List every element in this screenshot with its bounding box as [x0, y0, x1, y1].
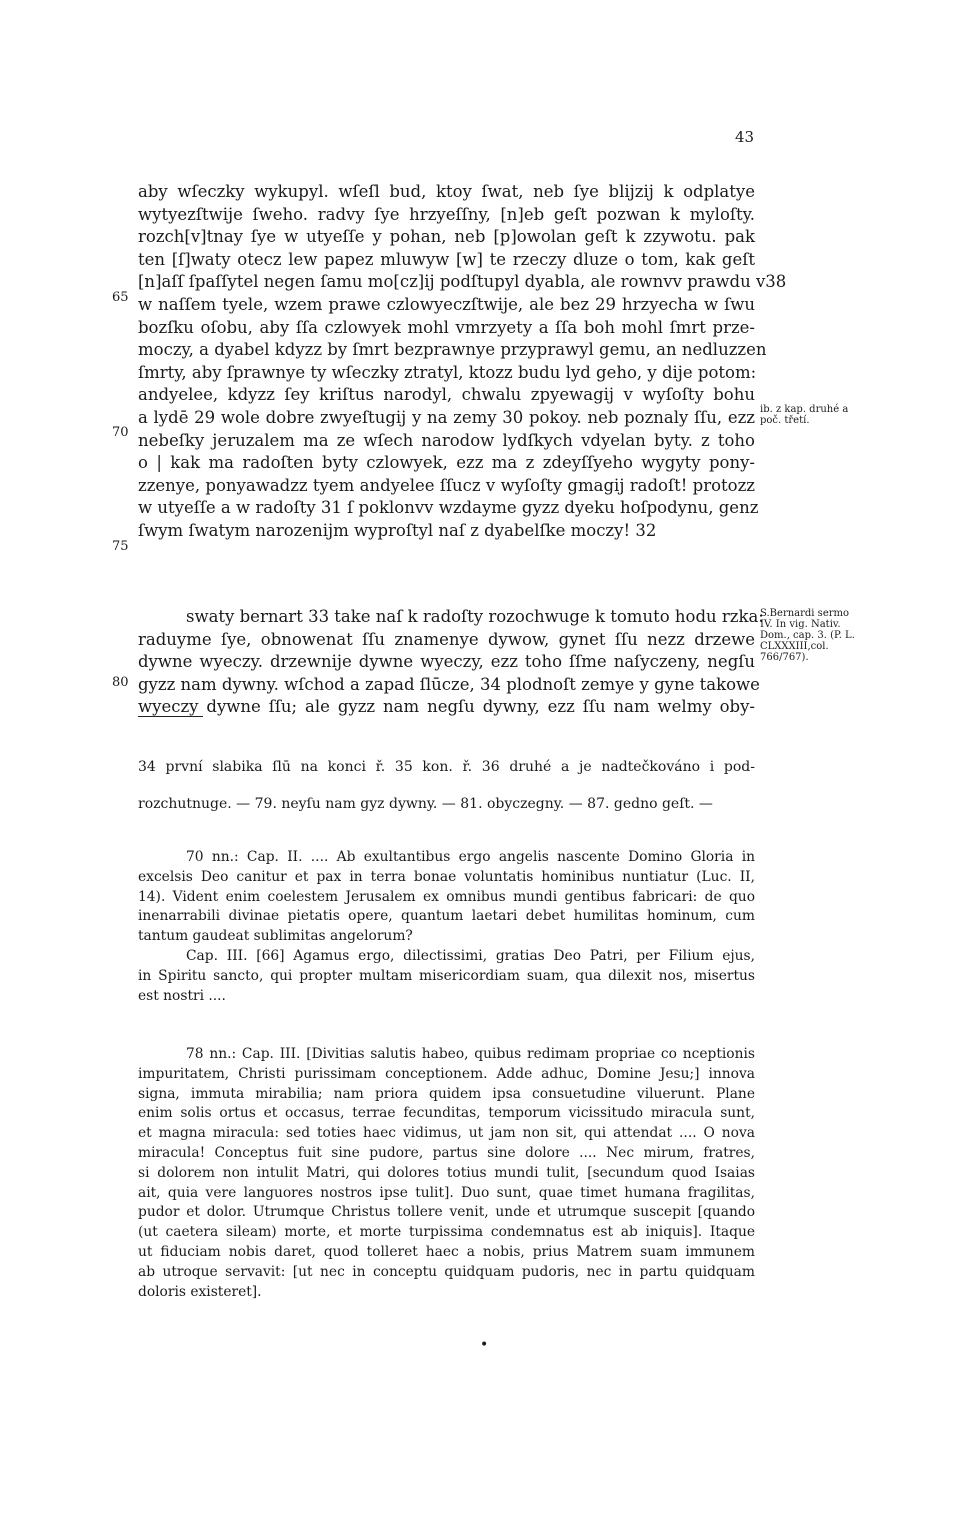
latin-line: 78 nn.: Cap. III. [Divitias salutis habeo, quibus redimam propriae co nceptionis — [186, 1046, 755, 1062]
main-text — [138, 181, 787, 543]
text-line: dywne wyeczy. drzewnije dywne wyeczy, ezz toho ſſme naſyczeny, negſu — [138, 652, 755, 672]
text-line: gyzz nam dywny. wſchod a zapad ſlūcze, 34 plodnoſt zemye y gyne takowe — [138, 674, 760, 694]
latin-block-2 — [138, 1045, 755, 1302]
text-line: zzenye, ponyawadzz tyem andyelee ſſucz v wyſoſty gmagij radoſt! protozz — [138, 475, 755, 495]
text-line: aby wſeczky wykupyl. wſeſl bud, ktoy ſwat, neb ſye blijzij k odplatye — [138, 182, 755, 201]
text-line: nebeſky jeruzalem ma ze wſech narodow lydſkych vdyelan byty. z toho — [138, 430, 755, 450]
line-number: 65 — [112, 290, 129, 305]
footnote-separator — [138, 716, 203, 717]
latin-line: est nostri .... — [138, 987, 226, 1004]
text-line: ten [ſ]waty otecz lew papez mluwyw [w] te rzeczy dluze o tom, kak geſt — [138, 249, 755, 269]
bullet-mark: • — [480, 1337, 489, 1353]
latin-line: doloris existeret]. — [138, 1283, 262, 1300]
latin-line: Cap. III. [66] Agamus ergo, dilectissimi, gratias Deo Patri, per Filium ejus, — [186, 947, 755, 964]
latin-line: excelsis Deo canitur et pax in terra bonae voluntatis hominibus nuntiatur (Luc. II, — [138, 868, 755, 885]
page-number: 43 — [735, 128, 755, 146]
latin-line: 14). Vident enim coelestem Jerusalem ex omnibus mundi gentibus fabricari: de quo — [138, 888, 755, 905]
text-line: wytyezſtwije ſweho. radvy ſye hrzyeſſny, [n]eb geſt pozwan k myloſty. — [138, 204, 755, 224]
latin-line: in Spiritu sancto, qui propter multam misericordiam suam, qua dilexit nos, misertus — [138, 967, 755, 984]
latin-line: ab utroque servavit: [ut nec in conceptu quidquam pudoris, nec in partu quidquam — [138, 1263, 755, 1280]
latin-block-1 — [138, 848, 755, 1006]
latin-line: miracula! Conceptus fuit sine pudore, partus sine dolore .... Nec mirum, fratres, — [138, 1144, 755, 1161]
footnotes — [138, 756, 755, 778]
latin-line: pudor et dolor. Utrumque Christus tollere venit, unde et utrumque suscepit [quando — [138, 1204, 755, 1221]
latin-line: ut fiduciam nobis daret, quod tolleret haec a nobis, prius Matrem suam immunem — [138, 1243, 755, 1260]
text-line: andyelee, kdyzz ſey kriſtus narodyl, chwalu zpyewagij v wyſoſty bohu — [138, 385, 755, 405]
text-line: wyeczy dywne ſſu; ale gyzz nam negſu dywny, ezz ſſu nam welmy oby- — [138, 697, 755, 717]
text-line: w naſſem tyele, wzem prawe czlowyeczſtwije, ale bez 29 hrzyecha w ſwu — [138, 294, 755, 314]
side-note: ib. z kap. druhé a poč. třetí. — [760, 404, 849, 426]
variants-line: rozchutnuge. — 79. neyſu nam gyz dywny. — 81. obyczegny. — 87. gedno geſt. — — [138, 796, 713, 812]
latin-line: signa, immuta mirabilia; nam priora quidem ipsa consuetudine viluerunt. Plane — [138, 1085, 755, 1102]
text-line: o | kak ma radoſten byty czlowyek, ezz ma z zdeyſſyeho wygyty pony- — [138, 453, 755, 473]
text-line: ſmrty, aby ſprawnye ty wſeczky ztratyl, ktozz budu lyd geho, y dije potom: — [138, 362, 757, 382]
latin-line: enim solis ortus et occasus, terrae fecunditas, temporum vicissitudo miracula sunt, — [138, 1105, 755, 1122]
latin-line: inenarrabili divinae pietatis opere, quantum laetari debet humilitas hominum, cum — [138, 908, 755, 925]
text-line: [n]aſſ ſpaſſytel negen ſamu mo[cz]ij podſtupyl dyabla, ale rownvv prawdu v38 — [138, 272, 787, 292]
text-line: bozſku oſobu, aby ſſa czlowyek mohl vmrzyety a ſſa boh mohl ſmrt prze- — [138, 317, 755, 337]
latin-line: (ut caetera sileam) morte, et morte turpissima condemnatus est ab iniquis]. Itaque — [138, 1224, 755, 1241]
text-line: raduyme ſye, obnowenat ſſu znamenye dywow, gynet ſſu nezz drzewe — [138, 629, 755, 649]
side-note: S.Bernardi sermo IV. In vig. Nativ. Dom., cap. 3. (P. L. CLXXXIII,col. 766/767). — [760, 608, 855, 663]
latin-line: si dolorem non intulit Matri, qui dolores totius mundi tulit, [secundum quod Isaias — [138, 1164, 755, 1181]
line-number: 70 — [112, 425, 129, 440]
latin-line: tantum gaudeat sublimitas angelorum? — [138, 928, 413, 945]
main-text-2 — [138, 606, 764, 719]
latin-line: 70 nn.: Cap. II. .... Ab exultantibus ergo angelis nascente Domino Gloria in — [186, 849, 755, 865]
latin-line: et magna miracula: sed toties haec vidimus, ut jam non sit, qui attendat .... O nova — [138, 1125, 755, 1142]
footnote-line: 34 první slabika ſlū na konci ř. 35 kon. ř. 36 druhé a je nadtečkováno i pod- — [138, 759, 755, 775]
text-line: moczy, a dyabel kdyzz by ſmrt bezprawnye przyprawyl gemu, an nedluzzen — [138, 340, 767, 360]
text-line: a lydē 29 wole dobre zwyeſtugij y na zemy 30 pokoy. neb poznaly ſſu, ezz — [138, 407, 755, 427]
line-number: 75 — [112, 539, 129, 554]
text-line: w utyeſſe a w radoſty 31 ſ poklonvv wzdayme gyzz dyeku hoſpodynu, genz — [138, 498, 759, 518]
latin-line: ait, quia vere languores nostros ipse tulit]. Duo sunt, quae timet humana fragilitas, — [138, 1184, 755, 1201]
line-number: 80 — [112, 675, 129, 690]
latin-line: impuritatem, Christi purissimam conceptionem. Adde adhuc, Domine Jesu;] innova — [138, 1065, 755, 1082]
text-line: swaty bernart 33 take naſ k radoſty rozochwuge k tomuto hodu rzka: — [186, 607, 764, 626]
text-line: ſwym ſwatym narozenijm wyproſtyl naſ z dyabelſke moczy! 32 — [138, 520, 657, 540]
text-line: rozch[v]tnay ſye w utyeſſe y pohan, neb [p]owolan geſt k zzywotu. pak — [138, 227, 755, 247]
